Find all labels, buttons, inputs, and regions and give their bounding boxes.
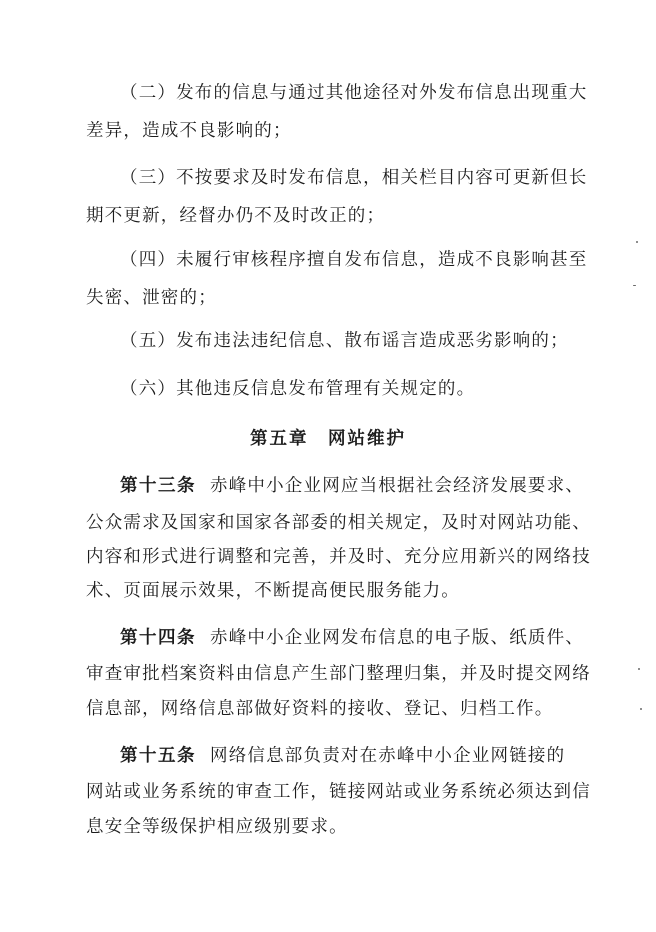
scan-speck <box>636 241 638 243</box>
item-4-line-1: （四）未履行审核程序擅自发布信息，造成不良影响甚至 <box>120 250 588 270</box>
article-14-text-1: 赤峰中小企业网发布信息的电子版、纸质件、 <box>210 628 584 648</box>
article-13-label: 第十三条 <box>120 476 196 496</box>
article-15-text-1: 网络信息部负责对在赤峰中小企业网链接的 <box>210 746 566 766</box>
item-4-line-2: 失密、泄密的； <box>86 288 217 308</box>
item-5-line-1: （五）发布违法违纪信息、散布谣言造成恶劣影响的； <box>120 331 569 351</box>
item-3-line-2: 期不更新，经督办仍不及时改正的； <box>86 206 386 226</box>
article-15-line-3: 息安全等级保护相应级别要求。 <box>86 817 348 837</box>
article-14-label: 第十四条 <box>120 628 196 648</box>
item-2-line-1: （二）发布的信息与通过其他途径对外发布信息出现重大 <box>120 83 588 103</box>
item-6-line-1: （六）其他违反信息发布管理有关规定的。 <box>120 379 476 399</box>
article-15-line-2: 网站或业务系统的审查工作，链接网站或业务系统必须达到信 <box>86 782 591 802</box>
scan-speck <box>640 708 642 710</box>
article-15-line-1 <box>120 745 565 767</box>
chapter-heading: 第五章 网站维护 <box>250 429 406 449</box>
scan-speck <box>638 668 640 670</box>
article-14-line-1 <box>120 627 584 649</box>
article-14-line-3: 信息部，网络信息部做好资料的接收、登记、归档工作。 <box>86 699 554 719</box>
scan-speck <box>633 285 636 286</box>
article-15-label: 第十五条 <box>120 746 196 766</box>
item-2-line-2: 差异，造成不良影响的； <box>86 121 292 141</box>
item-3-line-1: （三）不按要求及时发布信息，相关栏目内容可更新但长 <box>120 168 588 188</box>
article-13-line-2: 公众需求及国家和国家各部委的相关规定，及时对网站功能、 <box>86 513 591 533</box>
article-13-line-1 <box>120 475 584 497</box>
article-13-text-1: 赤峰中小企业网应当根据社会经济发展要求、 <box>210 476 584 496</box>
article-14-line-2: 审查审批档案资料由信息产生部门整理归集，并及时提交网络 <box>86 664 591 684</box>
article-13-line-4: 术、页面展示效果，不断提高便民服务能力。 <box>86 581 460 601</box>
article-13-line-3: 内容和形式进行调整和完善，并及时、充分应用新兴的网络技 <box>86 547 591 567</box>
